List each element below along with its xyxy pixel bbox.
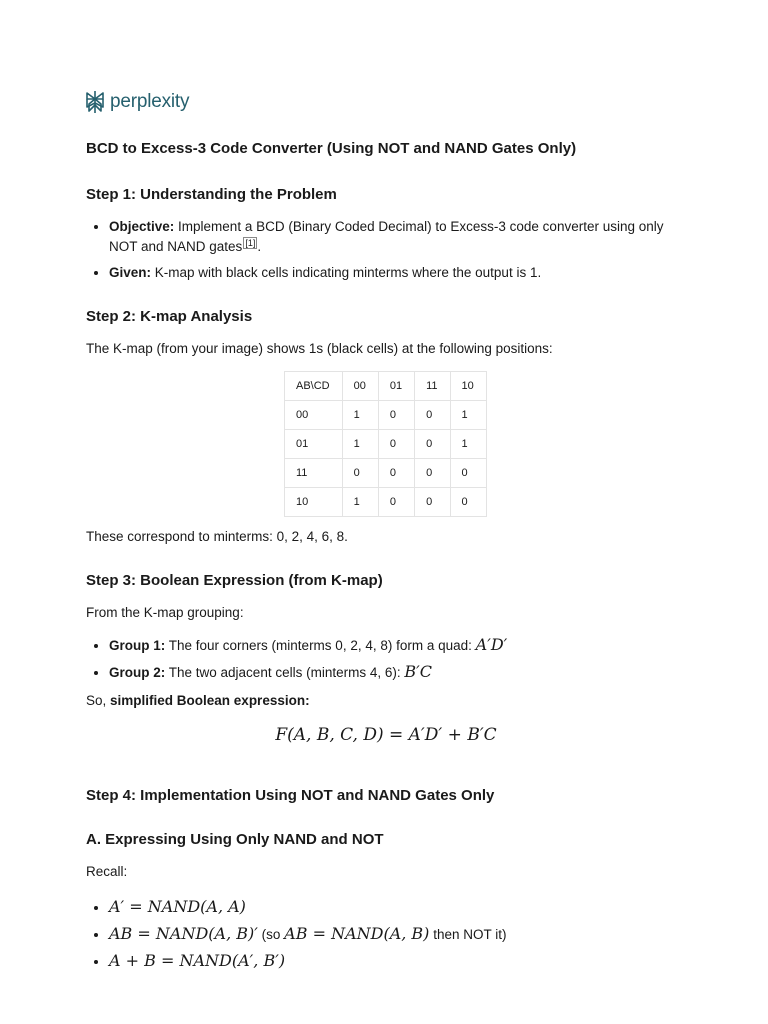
table-cell: 1 <box>342 488 378 517</box>
and-identity-math-inline: AB = NAND(A, B) <box>284 924 430 943</box>
perplexity-logo-icon <box>85 90 105 114</box>
group1-math: A′D′ <box>475 635 508 654</box>
table-cell: 11 <box>285 459 343 488</box>
step4-subheading: A. Expressing Using Only NAND and NOT <box>86 831 384 848</box>
group2-label: Group 2: <box>109 665 166 680</box>
boolean-expression-math: F(A, B, C, D) = A′D′ + B′C <box>275 725 497 745</box>
step4-list <box>86 894 686 975</box>
perplexity-wordmark: perplexity <box>110 91 190 112</box>
table-header-cell: 01 <box>378 372 414 401</box>
table-row <box>285 401 487 430</box>
list-item <box>109 635 686 656</box>
objective-text-end: . <box>257 239 262 254</box>
table-header-row <box>285 372 487 401</box>
and-identity-text-end: then NOT it) <box>433 927 507 942</box>
list-item <box>109 263 686 283</box>
table-header-cell: 10 <box>450 372 486 401</box>
list-item <box>109 894 686 921</box>
answer-content <box>86 139 686 975</box>
recall-text: Recall: <box>86 864 128 879</box>
table-cell: 0 <box>378 430 414 459</box>
table-cell: 0 <box>450 459 486 488</box>
step3-heading: Step 3: Boolean Expression (from K-map) <box>86 572 383 589</box>
table-header-cell: AB\CD <box>285 372 343 401</box>
table-row <box>285 459 487 488</box>
table-header-cell: 00 <box>342 372 378 401</box>
table-cell: 0 <box>415 430 450 459</box>
step1-list <box>86 217 686 283</box>
and-identity-text: (so <box>261 927 281 942</box>
boolean-expression <box>86 725 686 746</box>
list-item <box>109 662 686 683</box>
list-item <box>109 217 686 257</box>
or-identity-math: A + B = NAND(A′, B′) <box>109 951 286 970</box>
minterms-text: These correspond to minterms: 0, 2, 4, 6, 8. <box>86 529 348 544</box>
and-identity-math: AB = NAND(A, B)′ <box>109 924 258 943</box>
table-cell: 10 <box>285 488 343 517</box>
so-text: So, <box>86 693 107 708</box>
kmap-table <box>284 371 487 517</box>
table-cell: 00 <box>285 401 343 430</box>
perplexity-logo <box>85 90 189 114</box>
step4-heading: Step 4: Implementation Using NOT and NAND Gates Only <box>86 787 495 804</box>
table-cell: 0 <box>415 459 450 488</box>
list-item <box>109 921 686 948</box>
table-cell: 0 <box>378 488 414 517</box>
so-bold-text: simplified Boolean expression: <box>110 693 310 708</box>
table-cell: 1 <box>450 401 486 430</box>
given-text: K-map with black cells indicating minterms where the output is 1. <box>154 265 542 280</box>
document-title: BCD to Excess-3 Code Converter (Using NOT and NAND Gates Only) <box>86 140 577 157</box>
list-item <box>109 948 686 975</box>
table-cell: 0 <box>378 401 414 430</box>
table-header-cell: 11 <box>415 372 450 401</box>
table-cell: 0 <box>378 459 414 488</box>
table-cell: 0 <box>342 459 378 488</box>
table-cell: 0 <box>415 488 450 517</box>
citation-link[interactable]: [1] <box>245 237 256 248</box>
table-cell: 0 <box>450 488 486 517</box>
given-label: Given: <box>109 265 152 280</box>
step3-list <box>86 635 686 683</box>
group1-label: Group 1: <box>109 638 166 653</box>
objective-label: Objective: <box>109 219 175 234</box>
table-cell: 1 <box>450 430 486 459</box>
step2-intro: The K-map (from your image) shows 1s (black cells) at the following positions: <box>86 341 553 356</box>
table-cell: 1 <box>342 401 378 430</box>
simplified-expression-intro <box>86 691 686 711</box>
objective-text: Implement a BCD (Binary Coded Decimal) to Excess-3 code converter using only NOT and NAND gates <box>109 219 664 254</box>
group2-text: The two adjacent cells (minterms 4, 6): <box>168 665 401 680</box>
table-row <box>285 488 487 517</box>
step2-heading: Step 2: K-map Analysis <box>86 308 253 325</box>
step1-heading: Step 1: Understanding the Problem <box>86 186 337 203</box>
not-identity-math: A′ = NAND(A, A) <box>109 897 246 916</box>
table-cell: 01 <box>285 430 343 459</box>
group2-math: B′C <box>404 662 433 681</box>
group1-text: The four corners (minterms 0, 2, 4, 8) form a quad: <box>168 638 472 653</box>
table-cell: 1 <box>342 430 378 459</box>
table-cell: 0 <box>415 401 450 430</box>
table-row <box>285 430 487 459</box>
step3-intro: From the K-map grouping: <box>86 605 244 620</box>
